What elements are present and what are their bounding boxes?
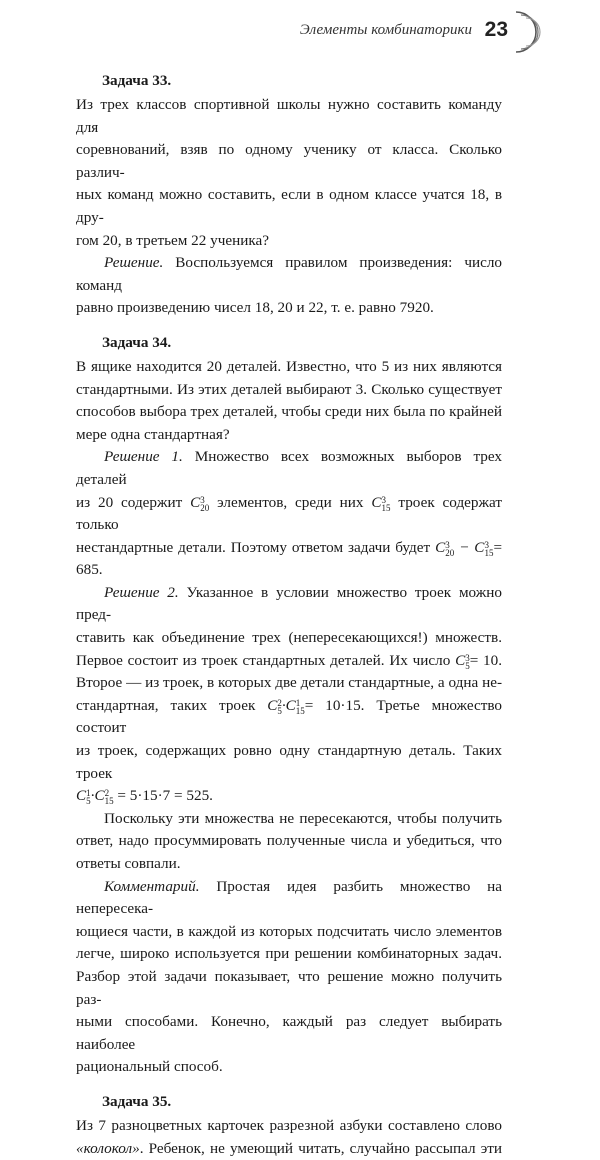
- text-line: ответ, надо просуммировать полученные числа и убедиться, что: [76, 832, 502, 850]
- formula: C 1 5 ·C 2 15: [76, 787, 114, 807]
- text-line: ными способами. Конечно, каждый раз следует выбирать наиболее: [76, 1013, 502, 1053]
- text-line: «колокол». Ребенок, не умеющий читать, случайно рассыпал эти: [76, 1139, 502, 1157]
- text-line: стандартная, таких троек C 2 5 ·C 1 15 = 10·15. Третье множество состоит: [76, 696, 502, 737]
- problem-35-heading: Задача 35.: [102, 1092, 172, 1110]
- solution-line: Решение 1. Множество всех возможных выборов трех деталей: [76, 448, 502, 488]
- formula: C 3 15: [371, 493, 391, 513]
- word-kolokol: «колокол»: [76, 1139, 140, 1157]
- text-line: ставить как объединение трех (непересекающихся!) множеств.: [76, 629, 502, 647]
- solution-label: Решение.: [104, 254, 164, 272]
- text-line: C 1 5 ·C 2 15 = 5·15·7 = 525.: [76, 787, 213, 807]
- solution-line: Решение 2. Указанное в условии множество троек можно пред-: [76, 583, 502, 624]
- text-line: Первое состоит из троек стандартных деталей. Их число C 3 5 = 10.: [76, 651, 502, 671]
- formula: C 3 20 − C 3 15: [435, 538, 494, 558]
- text-line: соревнований, взяв по одному ученику от класса. Сколько различ-: [76, 141, 502, 181]
- text-line: В ящике находится 20 деталей. Известно, что 5 из них являются: [76, 357, 502, 375]
- text-line: нестандартные детали. Поэтому ответом задачи будет C 3 20 − C 3 15 = 685.: [76, 538, 503, 579]
- comment-line: Комментарий. Простая идея разбить множество на непересека-: [76, 877, 502, 918]
- formula: C 2 5 ·C 1 15: [267, 696, 305, 716]
- running-title: Элементы комбинаторики: [299, 22, 472, 38]
- text-line: стандартными. Из этих деталей выбирают 3. Сколько существует: [76, 380, 502, 398]
- solution-label: Решение 1.: [104, 448, 183, 466]
- formula: C 3 5: [455, 651, 470, 671]
- page-body: [76, 70, 502, 1160]
- text-line: способов выбора трех деталей, чтобы среди них была по крайней: [76, 403, 502, 421]
- text-line: ответы совпали.: [76, 855, 181, 872]
- problem-34-heading: Задача 34.: [102, 333, 172, 351]
- solution-line: Решение. Воспользуемся правилом произведения: число команд: [76, 254, 502, 294]
- text-line: легче, широко используется при решении комбинаторных задач.: [76, 945, 502, 963]
- text-line: мере одна стандартная?: [76, 425, 230, 443]
- page-header: [0, 0, 600, 62]
- formula: C 3 20: [190, 493, 210, 513]
- text-line: Из трех классов спортивной школы нужно составить команду для: [76, 96, 502, 136]
- text-line: Разбор этой задачи показывает, что решение можно получить раз-: [76, 967, 502, 1008]
- text-line: Из 7 разноцветных карточек разрезной азбуки составлено слово: [76, 1116, 502, 1134]
- text-line: из 20 содержит C 3 20 элементов, среди них C 3 15 троек содержат только: [76, 493, 502, 534]
- page-number: 23: [484, 18, 508, 41]
- text-line: равно произведению чисел 18, 20 и 22, т. е. равно 7920.: [76, 299, 434, 317]
- text-line: Второе — из троек, в которых две детали стандартные, а одна не-: [76, 674, 502, 692]
- problem-33-heading: Задача 33.: [102, 72, 172, 89]
- text-line: ющиеся части, в каждой из которых подсчитать число элементов: [76, 922, 502, 940]
- text-line: из троек, содержащих ровно одну стандартную деталь. Таких троек: [76, 742, 502, 782]
- text-line: гом 20, в третьем 22 ученика?: [76, 231, 270, 249]
- decorative-arcs-icon: [512, 8, 542, 56]
- text-line: рациональный способ.: [76, 1058, 223, 1076]
- text-line: ных команд можно составить, если в одном классе учатся 18, в дру-: [76, 186, 502, 226]
- text-line: Поскольку эти множества не пересекаются, чтобы получить: [104, 809, 502, 827]
- solution-label: Решение 2.: [104, 583, 179, 601]
- comment-label: Комментарий.: [104, 877, 200, 895]
